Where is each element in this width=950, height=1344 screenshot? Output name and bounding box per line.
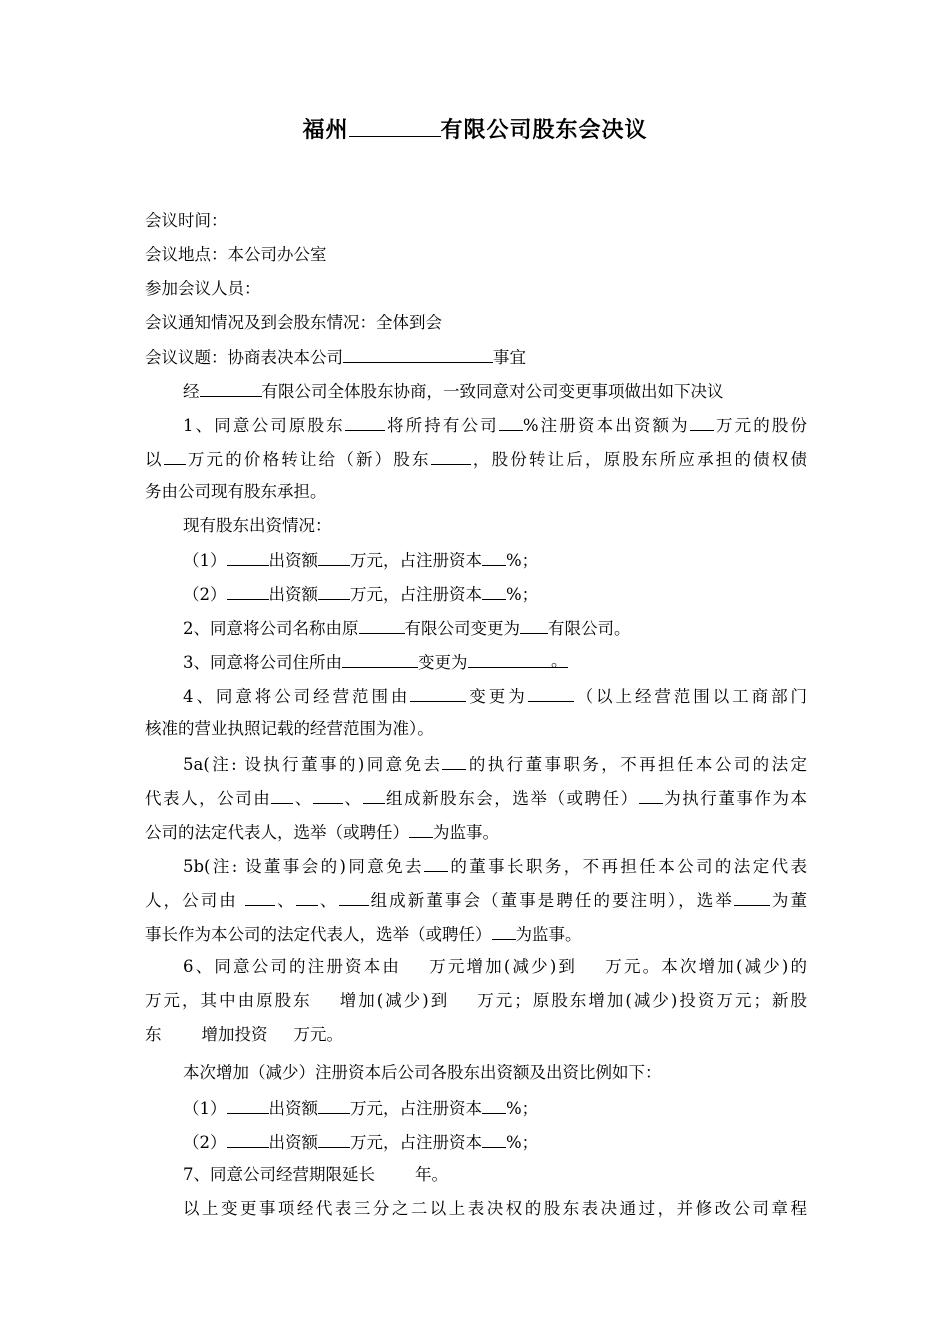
item4-line2: 核准的营业执照记载的经营范围为准）。 bbox=[145, 719, 434, 738]
item1-line3: 务由公司现有股东承担。 bbox=[145, 482, 327, 501]
item1-line1: 1、同意公司原股东 将所持有公司 %注册资本出资额为 万元的股份 bbox=[183, 413, 807, 437]
attendees: 参加会议人员： bbox=[145, 279, 261, 298]
item1-line2: 以 万元的价格转让给（新）股东 ，股份转让后，原股东所应承担的债权债 bbox=[145, 447, 807, 471]
item5b-line3: 事长作为本公司的法定代表人，选举（或聘任） 为监事。 bbox=[145, 922, 582, 946]
after-change-heading: 本次增加（减少）注册资本后公司各股东出资额及出资比例如下： bbox=[183, 1063, 662, 1082]
item5b-line1: 5b(注: 设董事会的)同意免去 的董事长职务，不再担任本公司的法定代表 bbox=[183, 854, 807, 878]
item4-line1: 4、同意将公司经营范围由 变更为 （以上经营范围以工商部门 bbox=[183, 684, 807, 708]
notice: 会议通知情况及到会股东情况：全体到会 bbox=[145, 313, 442, 332]
shareholder-row: （2） 出资额 万元，占注册资本 %； bbox=[183, 1130, 538, 1154]
item3: 3、同意将公司住所由 变更为 。 bbox=[183, 651, 568, 672]
shareholder-row: （1） 出资额 万元，占注册资本 %； bbox=[183, 1096, 538, 1120]
item5a-line3: 公司的法定代表人，选举（或聘任） 为监事。 bbox=[145, 820, 499, 844]
item6-line1: 6、同意公司的注册资本由 万元增加(减少)到 万元。本次增加(减少)的 bbox=[183, 957, 808, 976]
meeting-place: 会议地点：本公司办公室 bbox=[145, 245, 327, 264]
current-shareholders-heading: 现有股东出资情况： bbox=[183, 516, 332, 535]
item6-line3: 东 增加投资 万元。 bbox=[145, 1025, 343, 1044]
meeting-topic: 会议议题：协商表决本公司 事宜 bbox=[145, 345, 526, 369]
meeting-time: 会议时间： bbox=[145, 211, 228, 230]
item6-line2: 万元，其中由原股东 增加(减少)到 万元；原股东增加(减少)投资万元；新股 bbox=[145, 991, 808, 1010]
item5a-line2: 代表人，公司由 、 、 组成新股东会，选举（或聘任） 为执行董事作为本 bbox=[145, 786, 807, 810]
document-title: 福州 有限公司股东会决议 bbox=[302, 118, 648, 143]
intro-paragraph: 经 有限公司全体股东协商，一致同意对公司变更事项做出如下决议 bbox=[183, 379, 724, 403]
closing-paragraph: 以上变更事项经代表三分之二以上表决权的股东表决通过，并修改公司章程 bbox=[183, 1199, 807, 1218]
item5b-line2: 人，公司由 、 、 组成新董事会（董事是聘任的要注明），选举 为董 bbox=[145, 888, 807, 912]
shareholder-row: （2） 出资额 万元，占注册资本 %； bbox=[183, 582, 538, 606]
shareholder-row: （1） 出资额 万元，占注册资本 %； bbox=[183, 548, 538, 572]
item5a-line1: 5a(注: 设执行董事的)同意免去 的执行董事职务，不再担任本公司的法定 bbox=[183, 752, 807, 776]
item7: 7、同意公司经营期限延长 年。 bbox=[183, 1165, 448, 1184]
item2: 2、同意将公司名称由原 有限公司变更为 有限公司。 bbox=[183, 616, 631, 640]
